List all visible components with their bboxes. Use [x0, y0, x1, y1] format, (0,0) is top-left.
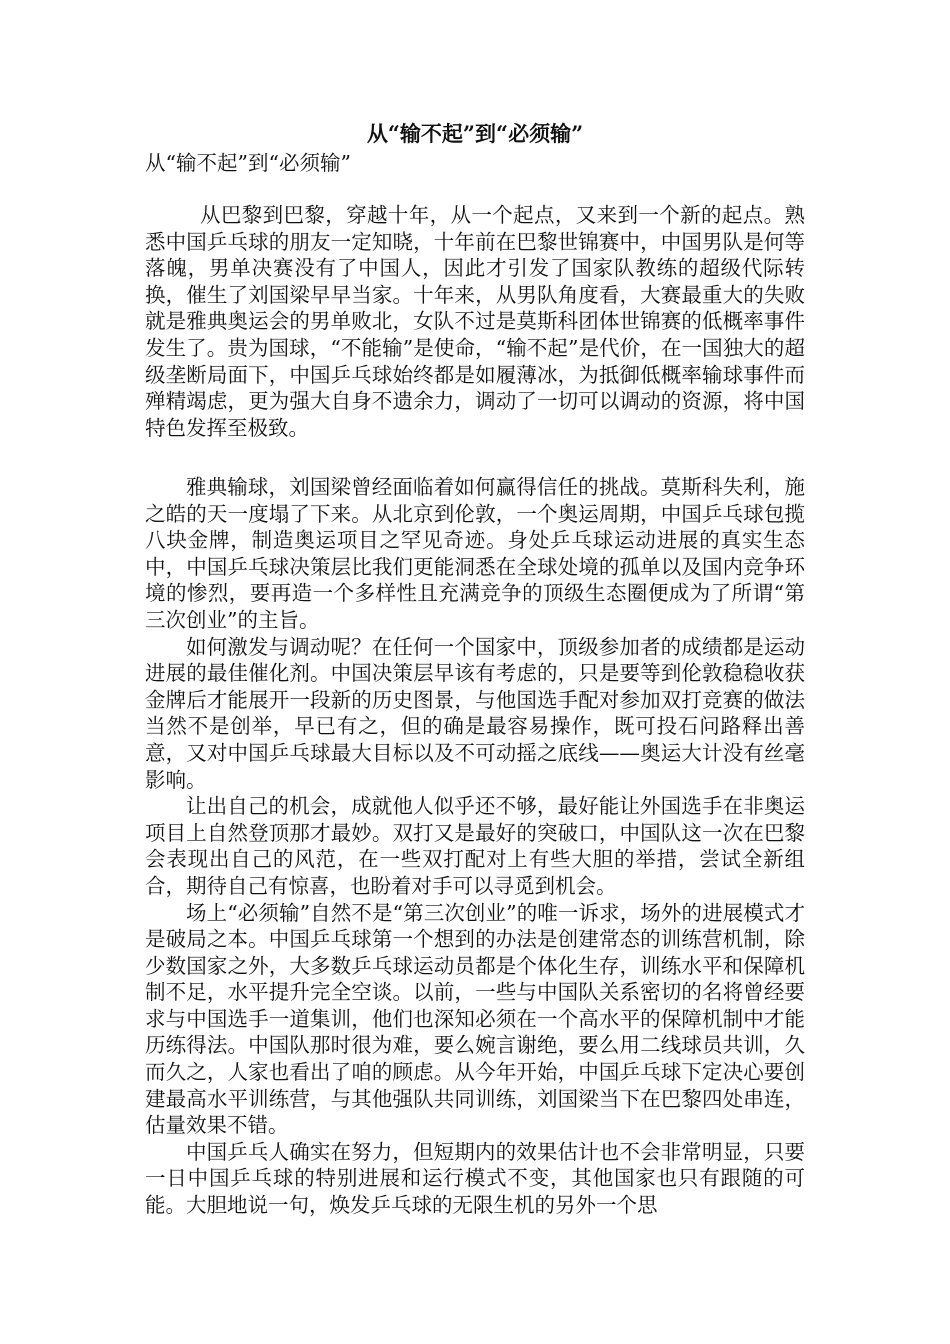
intro-section [145, 202, 805, 441]
paragraph: 雅典输球，刘国梁曾经面临着如何赢得信任的挑战。莫斯科失利，施之皓的天一度塌了下来。从北京到伦敦，一个奥运周期，中国乒乓球包揽八块金牌，制造奥运项目之罕见奇迹。身处乒乓球运动进展的真实生态中，中国乒乓球决策层比我们更能洞悉在全球处境的孤单以及国内竞争环境的惨烈，要再造一个多样性且充满竞争的顶级生态圈便成为了所谓“第三次创业”的主旨。 [145, 475, 805, 632]
document-title: 从“输不起”到“必须输” [366, 121, 584, 146]
paragraph: 如何激发与调动呢？在任何一个国家中，顶级参加者的成绩都是运动进展的最佳催化剂。中国决策层早该有考虑的，只是要等到伦敦稳稳收获金牌后才能展开一段新的历史图景，与他国选手配对参加双打竞赛的做法当然不是创举，早已有之，但的确是最容易操作，既可投石问路释出善意，又对中国乒乓球最大目标以及不可动摇之底线——奥运大计没有丝毫影响。 [145, 634, 805, 792]
paragraph: 场上“必须输”自然不是“第三次创业”的唯一诉求，场外的进展模式才是破局之本。中国乒乓球第一个想到的办法是创建常态的训练营机制，除少数国家之外，大多数乒乓球运动员都是个体化生存，训练水平和保障机制不足，水平提升完全空谈。以前，一些与中国队关系密切的名将曾经要求与中国选手一道集训，他们也深知必须在一个高水平的保障机制中才能历练得法。中国队那时很为难，要么婉言谢绝，要么用二线球员共训，久而久之，人家也看出了咱的顾虑。从今年开始，中国乒乓球下定决心要创建最高水平训练营，与其他强队共同训练，刘国梁当下在巴黎四处串连，估量效果不错。 [145, 900, 805, 1138]
paragraph: 中国乒乓人确实在努力，但短期内的效果估计也不会非常明显，只要一日中国乒乓球的特别进展和运行模式不变，其他国家也只有跟随的可能。大胆地说一句，焕发乒乓球的无限生机的另外一个思 [145, 1139, 805, 1218]
paragraph: 从巴黎到巴黎，穿越十年，从一个起点，又来到一个新的起点。熟悉中国乒乓球的朋友一定知晓，十年前在巴黎世锦赛中，中国男队是何等落魄，男单决赛没有了中国人，因此才引发了国家队教练的超级代际转换，催生了刘国梁早早当家。十年来，从男队角度看，大赛最重大的失败就是雅典奥运会的男单败北，女队不过是莫斯科团体世锦赛的低概率事件发生了。贵为国球，“不能输”是使命，“输不起”是代价，在一国独大的超级垄断局面下，中国乒乓球始终都是如履薄冰，为抵御低概率输球事件而殚精竭虑，更为强大自身不遗余力，调动了一切可以调动的资源，将中国特色发挥至极致。 [145, 203, 805, 440]
main-section [145, 474, 805, 1219]
document-subtitle: 从“输不起”到“必须输” [145, 151, 351, 175]
paragraph: 让出自己的机会，成就他人似乎还不够，最好能让外国选手在非奥运项目上自然登顶那才最妙。双打又是最好的突破口，中国队这一次在巴黎会表现出自己的风范，在一些双打配对上有些大胆的举措，尝试全新组合，期待自己有惊喜，也盼着对手可以寻觅到机会。 [145, 794, 805, 898]
